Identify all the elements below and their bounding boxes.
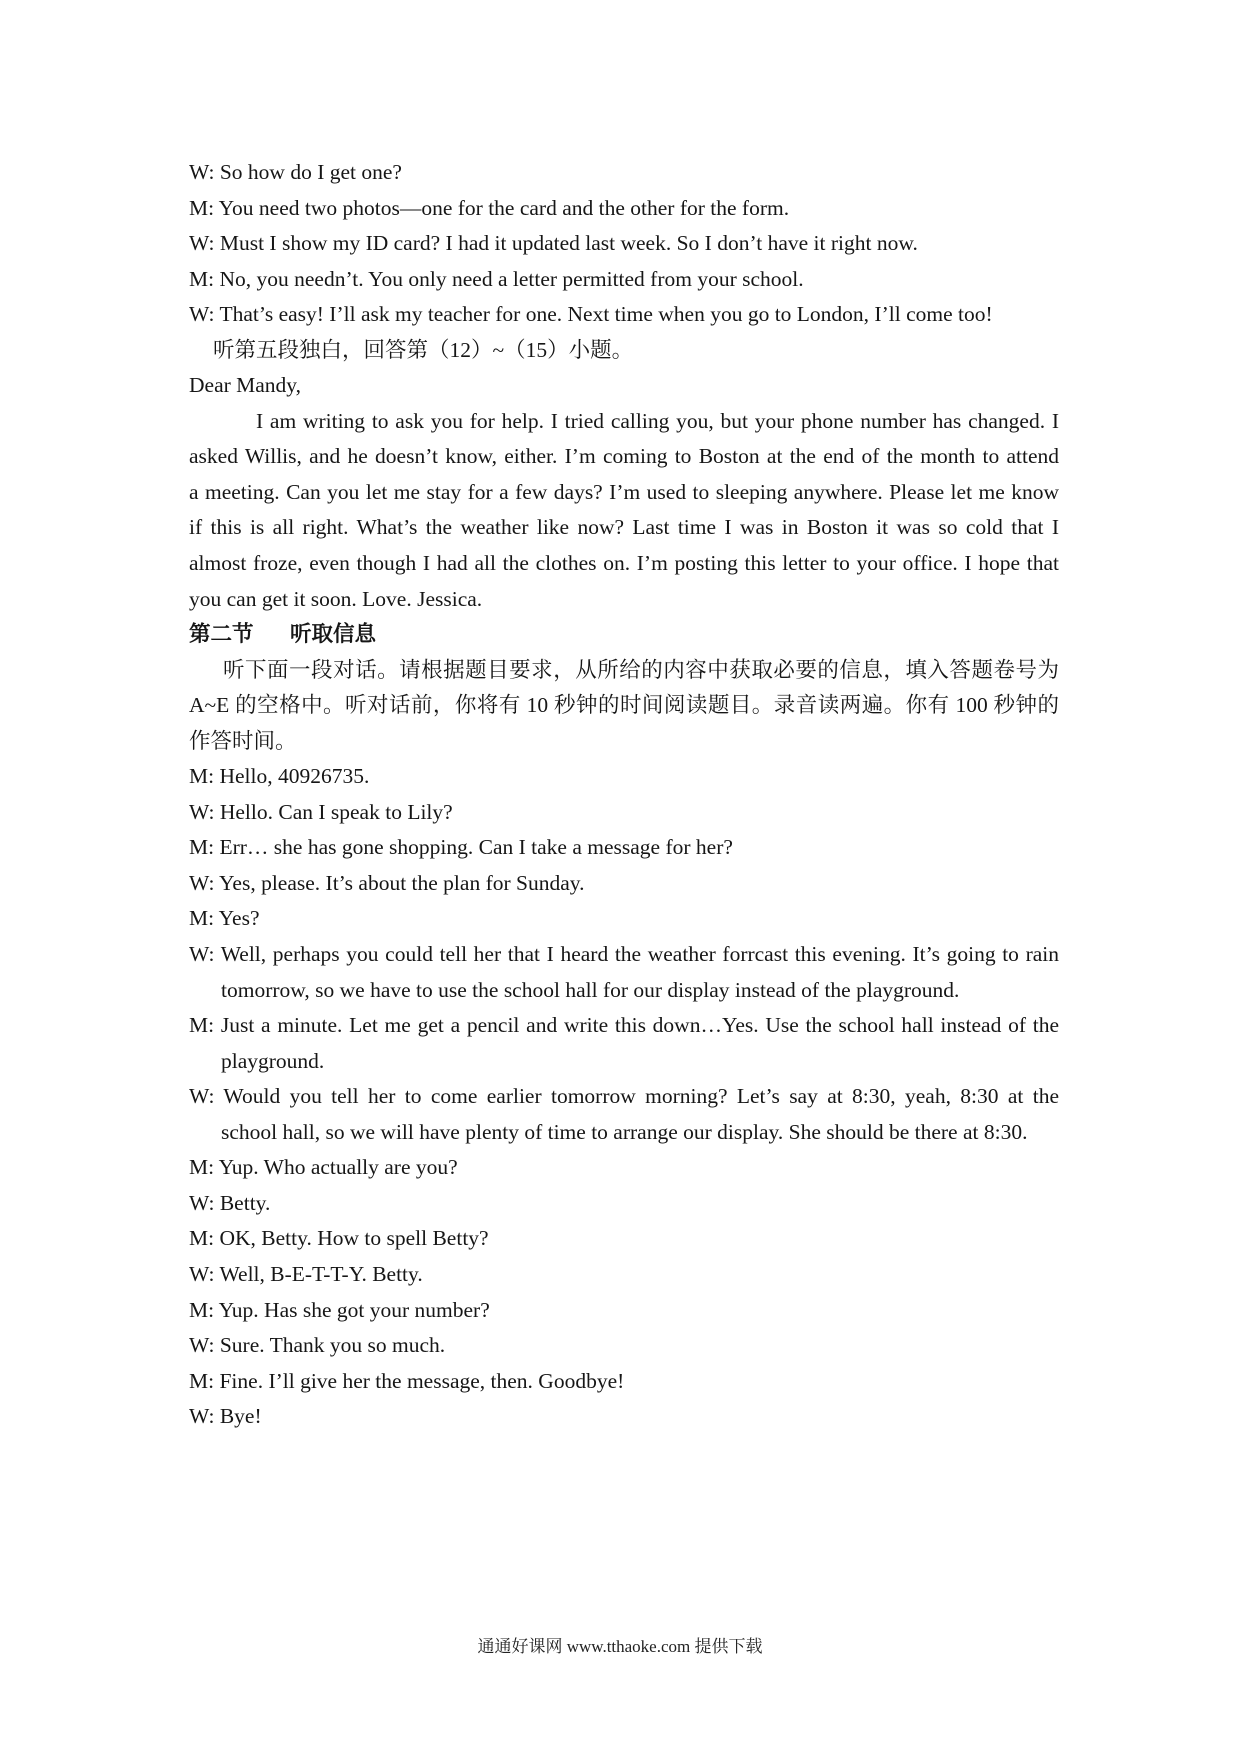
dialogue-line: W: That’s easy! I’ll ask my teacher for one. Next time when you go to London, I’ll come too!	[189, 302, 993, 327]
dialogue-line: M: Hello, 40926735.	[189, 764, 370, 789]
instruction-line: 作答时间。	[189, 728, 297, 753]
dialogue-line: M: Yes?	[189, 906, 260, 931]
dialogue-line: W: Betty.	[189, 1190, 271, 1215]
section-heading-title: 听取信息	[290, 622, 377, 647]
dialogue-line: M: Fine. I’ll give her the message, then. Goodbye!	[189, 1368, 625, 1393]
dialogue-line: W: So how do I get one?	[189, 160, 402, 184]
letter-line: asked Willis, and he doesn’t know, either. I’m coming to Boston at the end of the month to attend	[189, 444, 1059, 469]
dialogue-line: M: No, you needn’t. You only need a letter permitted from your school.	[189, 266, 804, 291]
page-footer: 通通好课网 www.tthaoke.com 提供下载	[477, 1637, 763, 1656]
letter-salutation: Dear Mandy,	[189, 373, 302, 398]
dialogue-line: W: Must I show my ID card? I had it updated last week. So I don’t have it right now.	[189, 231, 918, 256]
letter-line: almost froze, even though I had all the clothes on. I’m posting this letter to your office. I hope that	[189, 551, 1059, 576]
dialogue-line: W: Hello. Can I speak to Lily?	[189, 799, 453, 824]
dialogue-line: M: OK, Betty. How to spell Betty?	[189, 1226, 489, 1251]
dialogue-line: W: Yes, please. It’s about the plan for Sunday.	[189, 870, 585, 895]
dialogue-line: M: Yup. Has she got your number?	[189, 1297, 490, 1322]
page-content	[189, 155, 1059, 1435]
dialogue-line: M: Just a minute. Let me get a pencil and write this down…Yes. Use the school hall instead of the	[189, 1013, 1059, 1038]
dialogue-line: M: You need two photos—one for the card and the other for the form.	[189, 195, 790, 220]
dialogue-line: W: Sure. Thank you so much.	[189, 1333, 446, 1358]
section-heading	[189, 617, 1059, 653]
letter-line: you can get it soon. Love. Jessica.	[189, 586, 483, 611]
instruction-line: A~E 的空格中。听对话前，你将有 10 秒钟的时间阅读题目。录音读两遍。你有 100 秒钟的	[189, 693, 1059, 718]
monologue-instruction: 听第五段独白，回答第（12）~（15）小题。	[213, 337, 634, 362]
section-heading-number: 第二节	[189, 622, 254, 647]
dialogue-line: M: Err… she has gone shopping. Can I take a message for her?	[189, 835, 733, 860]
dialogue-continuation-line: tomorrow, so we have to use the school hall for our display instead of the playground.	[221, 977, 960, 1002]
letter-line: if this is all right. What’s the weather like now? Last time I was in Boston it was so cold that I	[189, 515, 1059, 540]
dialogue-continuation-line: playground.	[221, 1048, 325, 1073]
letter-line: I am writing to ask you for help. I tried calling you, but your phone number has changed. I	[256, 408, 1059, 433]
dialogue-line: W: Would you tell her to come earlier tomorrow morning? Let’s say at 8:30, yeah, 8:30 at the	[189, 1084, 1059, 1109]
dialogue-line: W: Well, B-E-T-T-Y. Betty.	[189, 1261, 423, 1286]
dialogue-line: W: Bye!	[189, 1404, 262, 1429]
instruction-line: 听下面一段对话。请根据题目要求，从所给的内容中获取必要的信息，填入答题卷号为	[223, 657, 1059, 682]
dialogue-line: W: Well, perhaps you could tell her that I heard the weather forrcast this evening. It’s going to rain	[189, 942, 1059, 967]
dialogue-line: M: Yup. Who actually are you?	[189, 1155, 458, 1180]
dialogue-continuation-line: school hall, so we will have plenty of time to arrange our display. She should be there at 8:30.	[221, 1119, 1028, 1144]
letter-line: a meeting. Can you let me stay for a few days? I’m used to sleeping anywhere. Please let me know	[189, 479, 1059, 504]
